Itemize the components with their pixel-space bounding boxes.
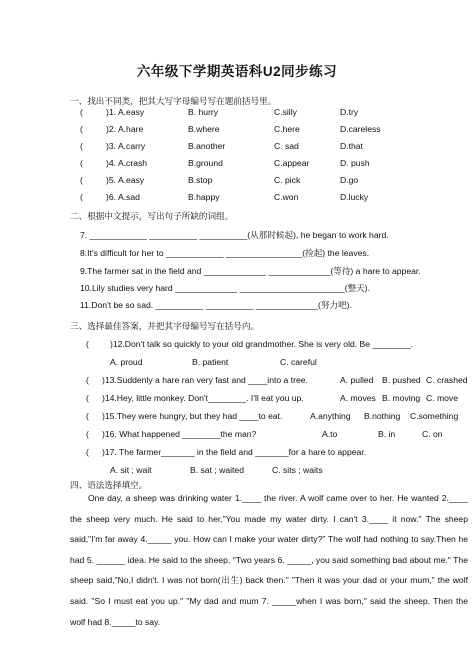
section1-heading: 一、找出不同类，把其大写字母编号写在题前括号里。 [70, 96, 277, 106]
page-title: 六年级下学期英语科U2同步练习 [136, 64, 338, 79]
section4-heading: 四、语法选择填空。 [70, 480, 148, 490]
passage: One day, a sheep was drinking water 1.____ the river. A wolf came over to her. He wanted 2.____ the sheep very much. He said to her,"You made my water dirty. I can't 3.____ it now." The sheep said,"I'm far away 4._____ you. How can I make your water dirty?" The wolf had nothing to say.Then he had 5. ______ idea. He said to the sheep, "Two years 6. _____, you said something bad about me." The sheep said,"No,I didn't. I was not born(出生) back then." "Then it was your dad or your mum," the wolf said. "So I must eat you up." "My dad and mum 7. _____when I was born," said the sheep. Then the wolf had 8._____to say. [70, 493, 468, 627]
s2-line: 9.The farmer sat in the field and _____________ _____________(等待) a hare to appear. [80, 266, 421, 276]
s2-line: 7. ____________ __________ __________(从那时候起), he began to work hard. [80, 230, 389, 240]
worksheet-page: 六年级下学期英语科U2同步练习 一、找出不同类，把其大写字母编号写在题前括号里。 ( )1. A.easy B. hurry C.silly D.try ( )2. A.hare B.where C.here D.careless ( )3. A.carry B.another C. sad D.that ( )4. A.crash B.ground C.appear D. push ( )5. A.easy B.stop C. pick D.go ( )6. A.sad B.happy C.won D.lucky 二、根据中文提示，写出句子所缺的词组。 7. ____________ __________ __________(从那时候起), he began to work hard. 8.It's difficult for her to ____________ ________________(捡起) the leaves. 9.The farmer sat in the field and _____________ _____________(等待) a hare to appear. 10.Lily studies very hard _____________ ______________________(整天). 11.Don't be so sad. __________ __________ _____________(努力吧). 三、选择最佳答案，并把其字母编号写在括号内。 ( )12.Don't talk so quickly to your old grandmother. She is very old. Be ________. A. proud B. patient C. careful ( )13.Suddenly a hare ran very fast and ____into a tree. A. pulled B. pushed C. crashed ( )14.Hey, little monkey. Don't________. I'll eat you up. A. moves B. moving C. move ( )15.They were hungry, but they had ____to eat. A.anything B.nothing C.something ( )16. What happened ________the man? A.to B. in C. on ( )17. The farmer_______ in the field and _______for a hare to appear. A. sit ; wait B. sat ; waited C. sits ; waits 四、语法选择填空。 One day, a sheep was drinking water 1.____ the river. A wolf came over to her. He wanted 2.____ the sheep very much. He said to her,"You made my water dirty. I can't 3.____ it now." The sheep said,"I'm far away 4._____ you. How can I make your water dirty?" The wolf had nothing to say.Then he had 5. ______ idea. He said to the sheep, "Two years 6. _____, you said something bad about me." The sheep said,"No,I didn't. I was not born(出生) back then." "Then it was your dad or your mum," the wolf said. "So I must eat you up." "My dad and mum 7. _____when I was born," said the sheep. Then the wolf had 8._____to say. [0, 0, 474, 670]
s2-line: 11.Don't be so sad. __________ __________ _____________(努力吧). [80, 300, 352, 310]
section3-heading: 三、选择最佳答案，并把其字母编号写在括号内。 [70, 321, 260, 331]
s2-line: 10.Lily studies very hard _____________ ______________________(整天). [80, 283, 371, 293]
section2-heading: 二、根据中文提示，写出句子所缺的词组。 [70, 211, 234, 221]
s2-line: 8.It's difficult for her to ____________ ________________(捡起) the leaves. [80, 248, 370, 258]
